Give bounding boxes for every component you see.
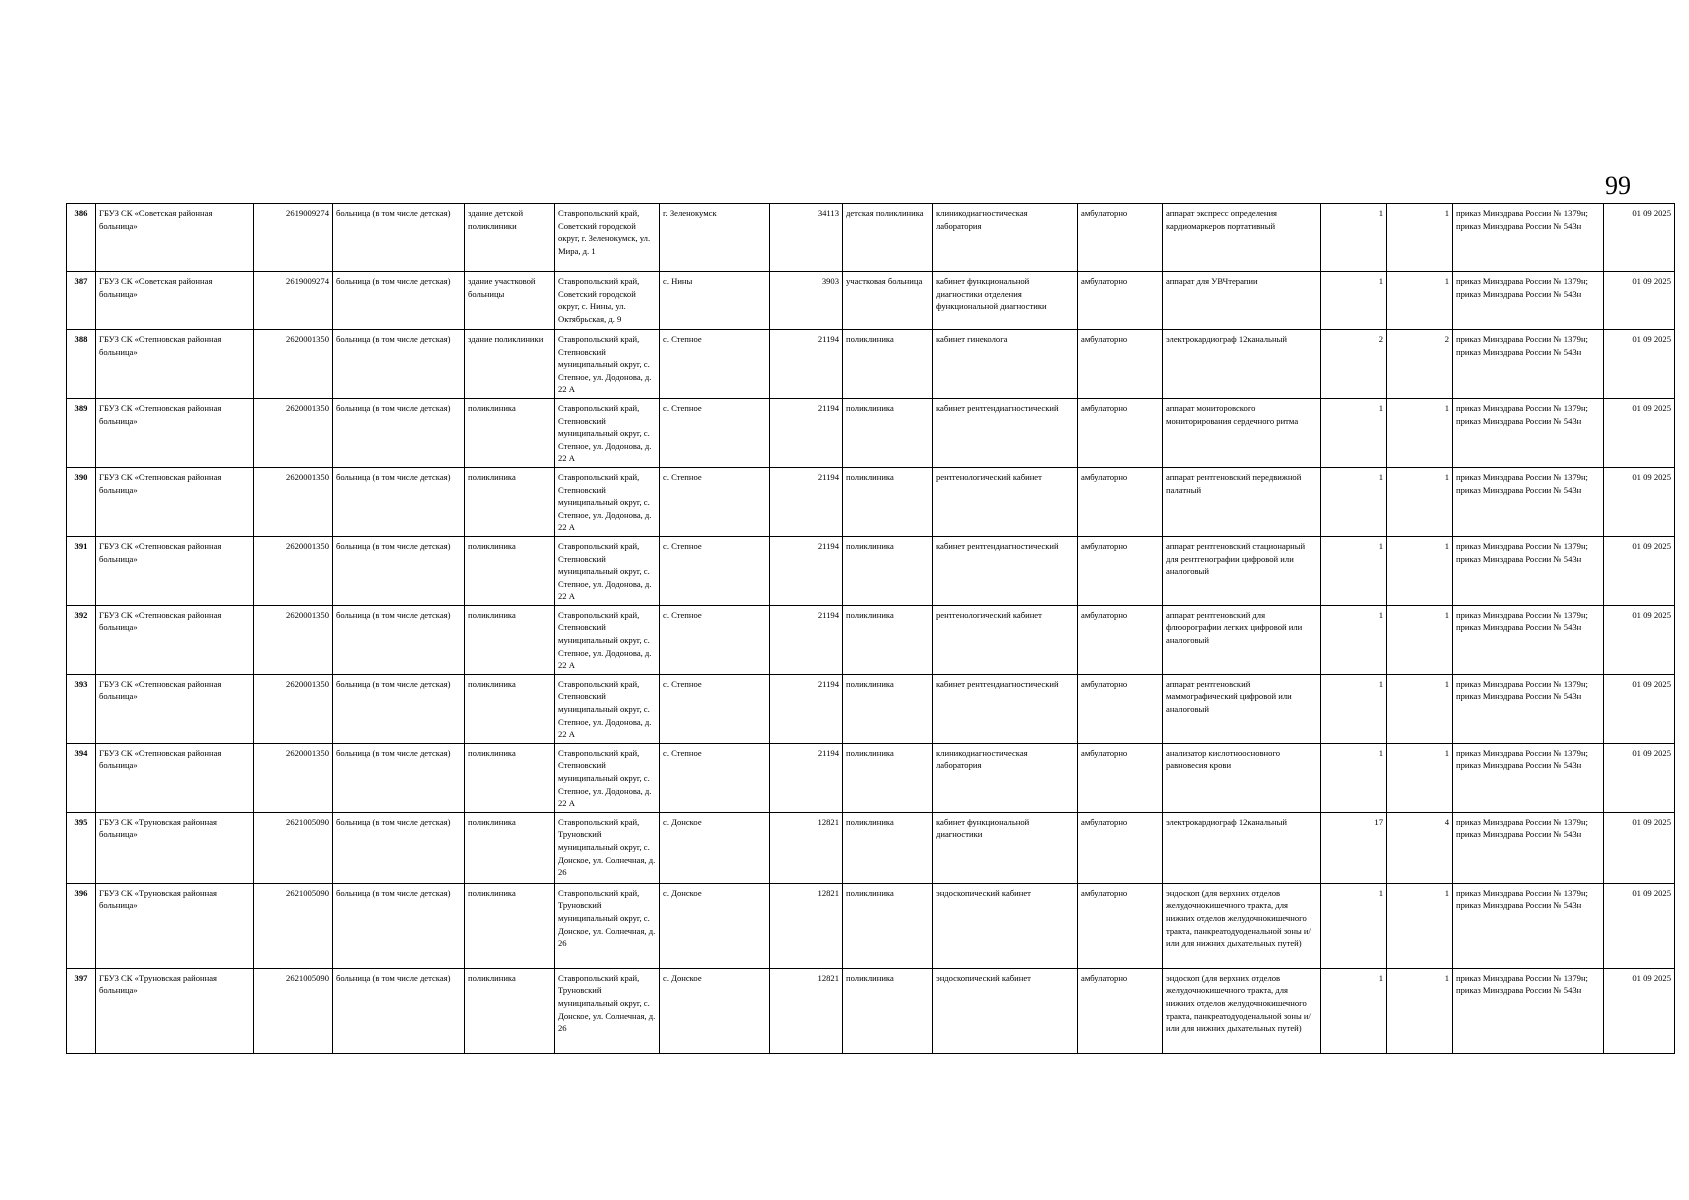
equipment-name: аппарат для УВЧтерапии	[1163, 272, 1321, 330]
legal-basis: приказ Минздрава России № 1379н; приказ Минздрава России № 543н	[1453, 467, 1604, 536]
inn-code: 2621005090	[254, 883, 333, 968]
department: рентгенологический кабинет	[933, 467, 1078, 536]
structural-unit: поликлиника	[843, 467, 933, 536]
population: 34113	[770, 204, 843, 272]
locality: г. Зеленокумск	[660, 204, 770, 272]
care-conditions: амбулаторно	[1078, 204, 1163, 272]
department: кабинет рентгендиагностический	[933, 536, 1078, 605]
row-number: 394	[67, 743, 96, 812]
structural-unit: поликлиника	[843, 605, 933, 674]
building-name: поликлиника	[465, 536, 555, 605]
row-number: 392	[67, 605, 96, 674]
table-row	[67, 743, 1675, 812]
address: Ставропольский край, Советский городской округ, с. Нины, ул. Октябрьская, д. 9	[555, 272, 660, 330]
quantity-planned: 1	[1387, 883, 1453, 968]
row-number: 391	[67, 536, 96, 605]
locality: с. Донское	[660, 883, 770, 968]
equipment-name: эндоскоп (для верхних отделов желудочнокишечного тракта, для нижних отделов желудочнокишечного тракта, панкреатодуоденальной зоны и/или для нижних дыхательных путей)	[1163, 883, 1321, 968]
equipment-name: аппарат экспресс определения кардиомаркеров портативный	[1163, 204, 1321, 272]
deadline-date: 01 09 2025	[1604, 536, 1675, 605]
building-name: поликлиника	[465, 467, 555, 536]
population: 12821	[770, 968, 843, 1053]
quantity-required: 1	[1321, 398, 1387, 467]
quantity-required: 1	[1321, 467, 1387, 536]
table-row	[67, 674, 1675, 743]
organization-name: ГБУЗ СК «Советская районная больница»	[96, 272, 254, 330]
population: 21194	[770, 398, 843, 467]
locality: с. Донское	[660, 968, 770, 1053]
building-name: поликлиника	[465, 968, 555, 1053]
organization-name: ГБУЗ СК «Степновская районная больница»	[96, 330, 254, 399]
organization-name: ГБУЗ СК «Степновская районная больница»	[96, 398, 254, 467]
table-row	[67, 968, 1675, 1053]
quantity-planned: 1	[1387, 204, 1453, 272]
deadline-date: 01 09 2025	[1604, 330, 1675, 399]
deadline-date: 01 09 2025	[1604, 812, 1675, 883]
care-conditions: амбулаторно	[1078, 605, 1163, 674]
deadline-date: 01 09 2025	[1604, 743, 1675, 812]
population: 3903	[770, 272, 843, 330]
department: кабинет рентгендиагностический	[933, 398, 1078, 467]
address: Ставропольский край, Труновский муниципальный округ, с. Донское, ул. Солнечная, д. 26	[555, 968, 660, 1053]
structural-unit: участковая больница	[843, 272, 933, 330]
equipment-name: аппарат мониторовского мониторирования сердечного ритма	[1163, 398, 1321, 467]
department: рентгенологический кабинет	[933, 605, 1078, 674]
structural-unit: поликлиника	[843, 743, 933, 812]
legal-basis: приказ Минздрава России № 1379н; приказ Минздрава России № 543н	[1453, 398, 1604, 467]
care-conditions: амбулаторно	[1078, 883, 1163, 968]
row-number: 397	[67, 968, 96, 1053]
structural-unit: поликлиника	[843, 883, 933, 968]
equipment-registry-table	[66, 203, 1675, 1054]
locality: с. Донское	[660, 812, 770, 883]
population: 12821	[770, 883, 843, 968]
quantity-planned: 1	[1387, 536, 1453, 605]
legal-basis: приказ Минздрава России № 1379н; приказ Минздрава России № 543н	[1453, 968, 1604, 1053]
population: 12821	[770, 812, 843, 883]
equipment-name: анализатор кислотноосновного равновесия крови	[1163, 743, 1321, 812]
quantity-planned: 1	[1387, 272, 1453, 330]
address: Ставропольский край, Степновский муниципальный округ, с. Степное, ул. Додонова, д. 22 А	[555, 605, 660, 674]
row-number: 390	[67, 467, 96, 536]
quantity-required: 1	[1321, 204, 1387, 272]
organization-type: больница (в том числе детская)	[333, 398, 465, 467]
organization-type: больница (в том числе детская)	[333, 743, 465, 812]
table-row	[67, 605, 1675, 674]
population: 21194	[770, 330, 843, 399]
table-row	[67, 467, 1675, 536]
deadline-date: 01 09 2025	[1604, 674, 1675, 743]
department: кабинет функциональной диагностики	[933, 812, 1078, 883]
legal-basis: приказ Минздрава России № 1379н; приказ Минздрава России № 543н	[1453, 674, 1604, 743]
quantity-required: 1	[1321, 536, 1387, 605]
locality: с. Степное	[660, 743, 770, 812]
address: Ставропольский край, Степновский муниципальный округ, с. Степное, ул. Додонова, д. 22 А	[555, 674, 660, 743]
population: 21194	[770, 743, 843, 812]
address: Ставропольский край, Степновский муниципальный округ, с. Степное, ул. Додонова, д. 22 А	[555, 398, 660, 467]
care-conditions: амбулаторно	[1078, 812, 1163, 883]
locality: с. Степное	[660, 330, 770, 399]
row-number: 395	[67, 812, 96, 883]
deadline-date: 01 09 2025	[1604, 272, 1675, 330]
address: Ставропольский край, Степновский муниципальный округ, с. Степное, ул. Додонова, д. 22 А	[555, 536, 660, 605]
structural-unit: поликлиника	[843, 398, 933, 467]
legal-basis: приказ Минздрава России № 1379н; приказ Минздрава России № 543н	[1453, 536, 1604, 605]
organization-type: больница (в том числе детская)	[333, 968, 465, 1053]
building-name: здание поликлиники	[465, 330, 555, 399]
table-row	[67, 398, 1675, 467]
inn-code: 2620001350	[254, 330, 333, 399]
care-conditions: амбулаторно	[1078, 272, 1163, 330]
department: клиникодиагностическая лаборатория	[933, 743, 1078, 812]
deadline-date: 01 09 2025	[1604, 883, 1675, 968]
care-conditions: амбулаторно	[1078, 536, 1163, 605]
care-conditions: амбулаторно	[1078, 398, 1163, 467]
building-name: здание детской поликлиники	[465, 204, 555, 272]
row-number: 389	[67, 398, 96, 467]
organization-type: больница (в том числе детская)	[333, 812, 465, 883]
department: эндоскопический кабинет	[933, 968, 1078, 1053]
locality: с. Степное	[660, 605, 770, 674]
inn-code: 2620001350	[254, 674, 333, 743]
address: Ставропольский край, Степновский муниципальный округ, с. Степное, ул. Додонова, д. 22 А	[555, 467, 660, 536]
quantity-planned: 1	[1387, 605, 1453, 674]
building-name: здание участковой больницы	[465, 272, 555, 330]
inn-code: 2621005090	[254, 968, 333, 1053]
organization-type: больница (в том числе детская)	[333, 883, 465, 968]
equipment-name: аппарат рентгеновский стационарный для рентгенографии цифровой или аналоговый	[1163, 536, 1321, 605]
row-number: 393	[67, 674, 96, 743]
address: Ставропольский край, Степновский муниципальный округ, с. Степное, ул. Додонова, д. 22 А	[555, 330, 660, 399]
population: 21194	[770, 605, 843, 674]
quantity-required: 1	[1321, 968, 1387, 1053]
table-row	[67, 272, 1675, 330]
legal-basis: приказ Минздрава России № 1379н; приказ Минздрава России № 543н	[1453, 743, 1604, 812]
organization-type: больница (в том числе детская)	[333, 467, 465, 536]
table-row	[67, 536, 1675, 605]
structural-unit: детская поликлиника	[843, 204, 933, 272]
row-number: 388	[67, 330, 96, 399]
quantity-required: 17	[1321, 812, 1387, 883]
address: Ставропольский край, Советский городской округ, г. Зеленокумск, ул. Мира, д. 1	[555, 204, 660, 272]
organization-type: больница (в том числе детская)	[333, 674, 465, 743]
equipment-name: электрокардиограф 12канальный	[1163, 330, 1321, 399]
locality: с. Степное	[660, 674, 770, 743]
care-conditions: амбулаторно	[1078, 674, 1163, 743]
organization-type: больница (в том числе детская)	[333, 605, 465, 674]
legal-basis: приказ Минздрава России № 1379н; приказ Минздрава России № 543н	[1453, 330, 1604, 399]
legal-basis: приказ Минздрава России № 1379н; приказ Минздрава России № 543н	[1453, 204, 1604, 272]
deadline-date: 01 09 2025	[1604, 398, 1675, 467]
deadline-date: 01 09 2025	[1604, 605, 1675, 674]
inn-code: 2619009274	[254, 272, 333, 330]
legal-basis: приказ Минздрава России № 1379н; приказ Минздрава России № 543н	[1453, 605, 1604, 674]
building-name: поликлиника	[465, 605, 555, 674]
organization-name: ГБУЗ СК «Труновская районная больница»	[96, 883, 254, 968]
deadline-date: 01 09 2025	[1604, 968, 1675, 1053]
organization-name: ГБУЗ СК «Степновская районная больница»	[96, 605, 254, 674]
table-row	[67, 204, 1675, 272]
structural-unit: поликлиника	[843, 812, 933, 883]
population: 21194	[770, 467, 843, 536]
page-number: 99	[1605, 171, 1631, 200]
building-name: поликлиника	[465, 398, 555, 467]
inn-code: 2620001350	[254, 467, 333, 536]
table-row	[67, 812, 1675, 883]
organization-name: ГБУЗ СК «Труновская районная больница»	[96, 968, 254, 1053]
quantity-planned: 1	[1387, 968, 1453, 1053]
care-conditions: амбулаторно	[1078, 968, 1163, 1053]
department: кабинет функциональной диагностики отделения функциональной диагностики	[933, 272, 1078, 330]
row-number: 387	[67, 272, 96, 330]
inn-code: 2620001350	[254, 743, 333, 812]
quantity-required: 1	[1321, 674, 1387, 743]
quantity-planned: 1	[1387, 743, 1453, 812]
legal-basis: приказ Минздрава России № 1379н; приказ Минздрава России № 543н	[1453, 883, 1604, 968]
building-name: поликлиника	[465, 743, 555, 812]
equipment-name: электрокардиограф 12канальный	[1163, 812, 1321, 883]
table-row	[67, 330, 1675, 399]
building-name: поликлиника	[465, 812, 555, 883]
deadline-date: 01 09 2025	[1604, 467, 1675, 536]
department: эндоскопический кабинет	[933, 883, 1078, 968]
building-name: поликлиника	[465, 883, 555, 968]
inn-code: 2619009274	[254, 204, 333, 272]
organization-type: больница (в том числе детская)	[333, 536, 465, 605]
structural-unit: поликлиника	[843, 674, 933, 743]
organization-type: больница (в том числе детская)	[333, 330, 465, 399]
address: Ставропольский край, Труновский муниципальный округ, с. Донское, ул. Солнечная, д. 26	[555, 883, 660, 968]
inn-code: 2620001350	[254, 605, 333, 674]
quantity-required: 1	[1321, 605, 1387, 674]
organization-name: ГБУЗ СК «Степновская районная больница»	[96, 674, 254, 743]
legal-basis: приказ Минздрава России № 1379н; приказ Минздрава России № 543н	[1453, 272, 1604, 330]
row-number: 386	[67, 204, 96, 272]
quantity-required: 2	[1321, 330, 1387, 399]
population: 21194	[770, 536, 843, 605]
organization-type: больница (в том числе детская)	[333, 204, 465, 272]
quantity-planned: 1	[1387, 674, 1453, 743]
department: клиникодиагностическая лаборатория	[933, 204, 1078, 272]
locality: с. Степное	[660, 536, 770, 605]
locality: с. Нины	[660, 272, 770, 330]
organization-name: ГБУЗ СК «Степновская районная больница»	[96, 743, 254, 812]
department: кабинет рентгендиагностический	[933, 674, 1078, 743]
population: 21194	[770, 674, 843, 743]
organization-name: ГБУЗ СК «Труновская районная больница»	[96, 812, 254, 883]
structural-unit: поликлиника	[843, 968, 933, 1053]
organization-name: ГБУЗ СК «Советская районная больница»	[96, 204, 254, 272]
inn-code: 2620001350	[254, 398, 333, 467]
organization-name: ГБУЗ СК «Степновская районная больница»	[96, 467, 254, 536]
legal-basis: приказ Минздрава России № 1379н; приказ Минздрава России № 543н	[1453, 812, 1604, 883]
quantity-planned: 1	[1387, 398, 1453, 467]
care-conditions: амбулаторно	[1078, 467, 1163, 536]
locality: с. Степное	[660, 467, 770, 536]
quantity-required: 1	[1321, 883, 1387, 968]
organization-name: ГБУЗ СК «Степновская районная больница»	[96, 536, 254, 605]
address: Ставропольский край, Степновский муниципальный округ, с. Степное, ул. Додонова, д. 22 А	[555, 743, 660, 812]
quantity-required: 1	[1321, 272, 1387, 330]
care-conditions: амбулаторно	[1078, 330, 1163, 399]
quantity-planned: 1	[1387, 467, 1453, 536]
structural-unit: поликлиника	[843, 330, 933, 399]
organization-type: больница (в том числе детская)	[333, 272, 465, 330]
equipment-name: аппарат рентгеновский передвижной палатный	[1163, 467, 1321, 536]
equipment-name: эндоскоп (для верхних отделов желудочнокишечного тракта, для нижних отделов желудочнокишечного тракта, панкреатодуоденальной зоны и/или для нижних дыхательных путей)	[1163, 968, 1321, 1053]
quantity-planned: 2	[1387, 330, 1453, 399]
quantity-planned: 4	[1387, 812, 1453, 883]
inn-code: 2621005090	[254, 812, 333, 883]
care-conditions: амбулаторно	[1078, 743, 1163, 812]
row-number: 396	[67, 883, 96, 968]
table-row	[67, 883, 1675, 968]
structural-unit: поликлиника	[843, 536, 933, 605]
address: Ставропольский край, Труновский муниципальный округ, с. Донское, ул. Солнечная, д. 26	[555, 812, 660, 883]
quantity-required: 1	[1321, 743, 1387, 812]
equipment-name: аппарат рентгеновский для флюорографии легких цифровой или аналоговый	[1163, 605, 1321, 674]
building-name: поликлиника	[465, 674, 555, 743]
equipment-name: аппарат рентгеновский маммографический цифровой или аналоговый	[1163, 674, 1321, 743]
deadline-date: 01 09 2025	[1604, 204, 1675, 272]
inn-code: 2620001350	[254, 536, 333, 605]
department: кабинет гинеколога	[933, 330, 1078, 399]
locality: с. Степное	[660, 398, 770, 467]
